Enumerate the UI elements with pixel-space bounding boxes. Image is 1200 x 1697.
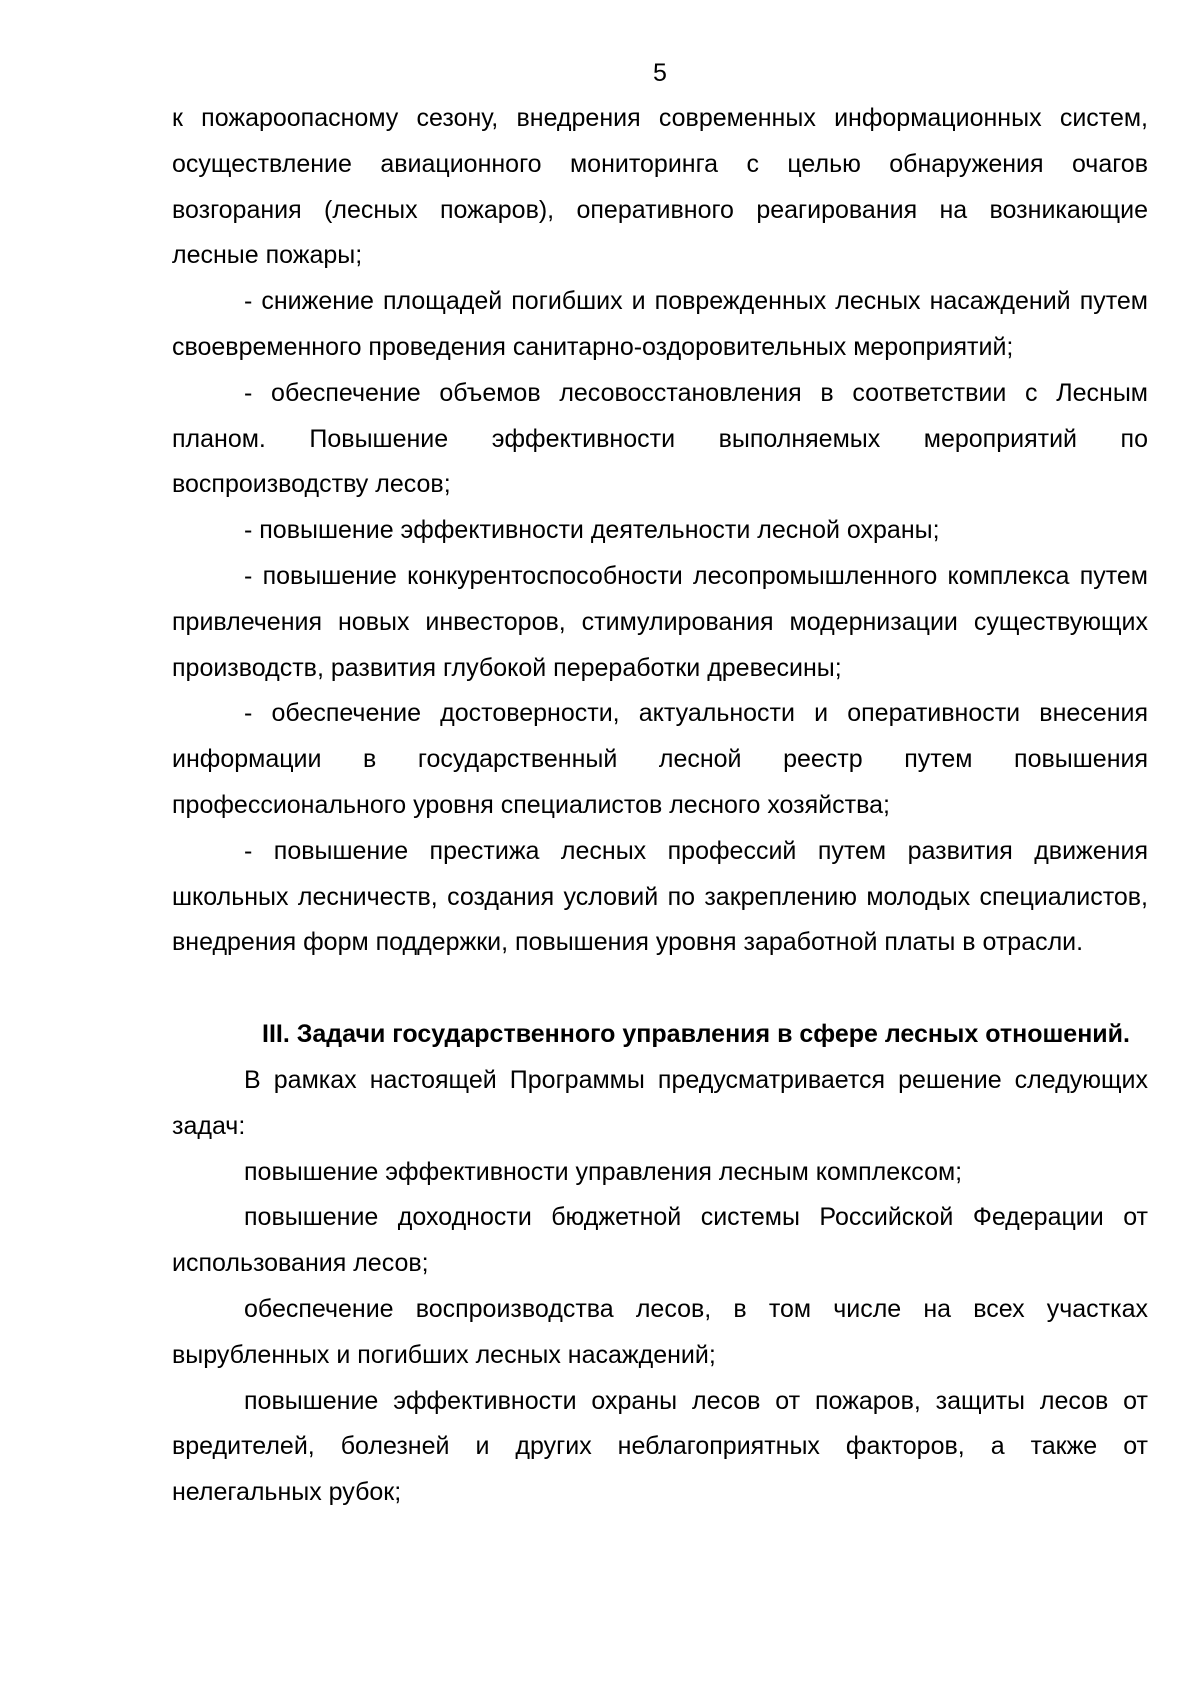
bullet-paragraph: - повышение престижа лесных профессий путем развития движения школьных лесничеств, создания условий по закреплению молодых специалистов, внедрения форм поддержки, повышения уровня заработной платы в отрасли. — [172, 836, 1148, 957]
bullet-paragraph: - снижение площадей погибших и поврежденных лесных насаждений путем своевременного проведения санитарно-оздоровительных мероприятий; — [172, 287, 1148, 361]
body-text-bottom — [172, 1058, 1148, 1516]
section-heading: III. Задачи государственного управления в сфере лесных отношений. — [262, 1020, 1130, 1049]
task-paragraph: обеспечение воспроизводства лесов, в том числе на всех участках вырубленных и погибших лесных насаждений; — [172, 1294, 1148, 1369]
bullet-paragraph: - обеспечение достоверности, актуальности и оперативности внесения информации в государственный лесной реестр путем повышения профессионального уровня специалистов лесного хозяйства; — [172, 699, 1148, 819]
body-text-top — [172, 96, 1148, 966]
bullet-paragraph: - повышение конкурентоспособности лесопромышленного комплекса путем привлечения новых инвесторов, стимулирования модернизации существующих производств, развития глубокой переработки древесины; — [172, 561, 1148, 682]
paragraph: В рамках настоящей Программы предусматривается решение следующих задач: — [172, 1065, 1148, 1140]
task-paragraph: повышение эффективности охраны лесов от пожаров, защиты лесов от вредителей, болезней и других неблагоприятных факторов, а также от нелегальных рубок; — [172, 1386, 1148, 1507]
task-paragraph: повышение эффективности управления лесным комплексом; — [244, 1157, 963, 1186]
document-page — [172, 50, 1148, 1516]
paragraph: к пожароопасному сезону, внедрения современных информационных систем, осуществление авиационного мониторинга с целью обнаружения очагов возгорания (лесных пожаров), оперативного реагирования на возникающие лесные пожары; — [172, 104, 1148, 270]
task-paragraph: повышение доходности бюджетной системы Российской Федерации от использования лесов; — [172, 1203, 1148, 1278]
bullet-paragraph: - обеспечение объемов лесовосстановления в соответствии с Лесным планом. Повышение эффективности выполняемых мероприятий по воспроизводству лесов; — [172, 378, 1148, 499]
bullet-paragraph: - повышение эффективности деятельности лесной охраны; — [244, 516, 940, 545]
page-number: 5 — [653, 59, 667, 87]
